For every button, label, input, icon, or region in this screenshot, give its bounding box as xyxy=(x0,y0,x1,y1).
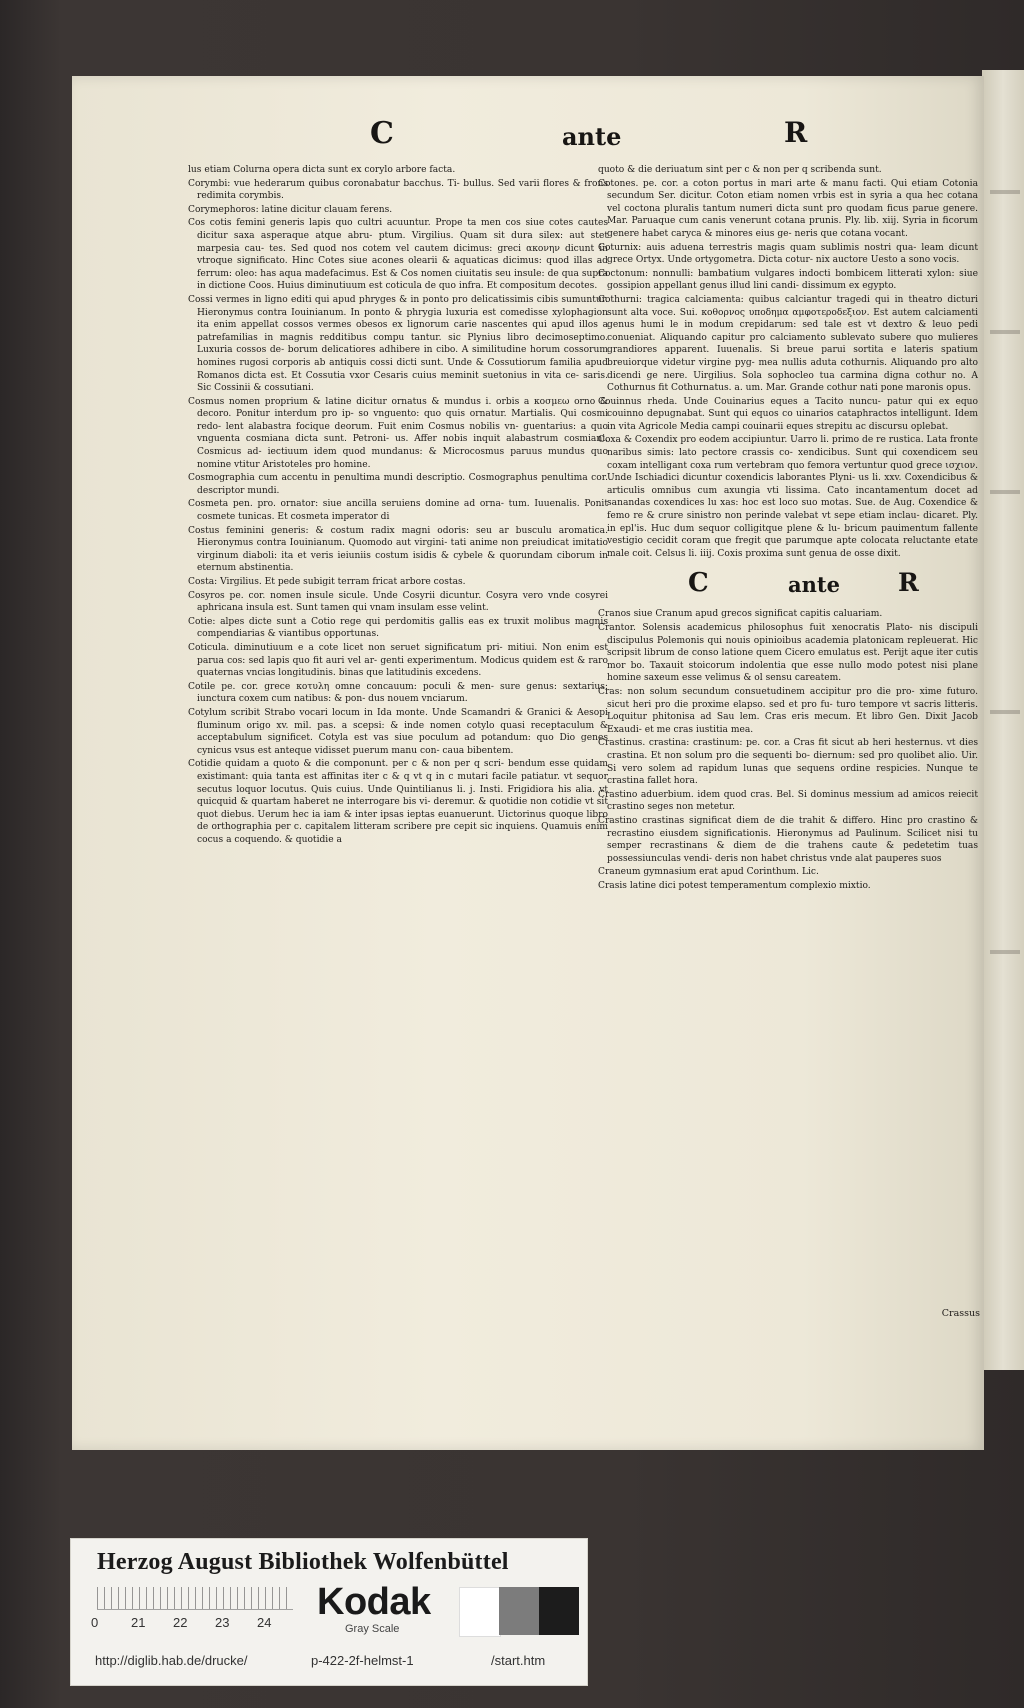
entry: Cosmeta pen. pro. ornator: siue ancilla seruiens domine ad orna- tum. Iuuenalis. Ponit cosmete tunicas. Et cosmeta imperator di xyxy=(188,499,608,523)
ruler-number: 0 xyxy=(91,1615,99,1630)
entry: Crastino crastinas significat diem de die trahit & differo. Hinc pro crastino & recrastino eiusdem significationis. Hieronymus ad Paulinum. Scilicet nisi tu semper recrastinans & diem de die trahens caute & pedetetim tuas possessiunculas vendi- deris non habet christus vnde alat pauperes suos xyxy=(598,815,978,864)
black-patch xyxy=(539,1587,579,1635)
entry: Cos cotis femini generis lapis quo cultri acuuntur. Prope ta men cos siue cotes cautes dicitur saxa asperaque atque abru- ptum. Virgilius. Quam sit dura silex: aut stet marpesia cau- tes. Sed quod nos cotem vel cautem dicimus: greci ακονην dicunt in vtroque significato. Hinc Cotes siue acones olearii & aquaticas dicimus: quod illas ad ferrum: oleo: has aqua madefacimus. Est & Cos nomen ciuitatis seu insule: de qua supra in dictione Coos. Huius diminutiuum est coticula de quo infra. Et compositum decotes. xyxy=(188,218,608,292)
entry: Couinnus rheda. Unde Couinarius eques a Tacito nuncu- patur qui ex equo couinno depugnabat. Sunt qui equos co uinarios cataphractos intelligunt. Idem in vita Agricole Media campi couinarii eques strepitu ac discursu oplebat. xyxy=(598,396,978,432)
entry: Coticula. diminutiuum e a cote licet non seruet significatum pri- mitiui. Non enim est parua cos: sed lapis quo fit auri vel ar- genti experimentum. Modicus quidem est & raro quaternas vncias longitudinis. binas que latitudinis excedens. xyxy=(188,642,608,679)
ruler-number: 24 xyxy=(257,1615,272,1630)
entry: Cosyros pe. cor. nomen insule sicule. Unde Cosyrii dicuntur. Cosyra vero vnde cosyrei aphricana insula est. Sunt tamen qui vnam insulam esse velint. xyxy=(188,590,608,614)
entry: Cras: non solum secundum consuetudinem accipitur pro die pro- xime futuro. sicut heri pro die proxime elapso. sed et pro fu- turo tempore vt sacris litteris. Loquitur phitonisa ad Sau lem. Cras eris mecum. Et libro Gen. Dixit Jacob Exaudi- et me cras iustitia mea. xyxy=(598,686,978,735)
source-url: http://diglib.hab.de/drucke/ xyxy=(95,1653,248,1668)
entry: Cranos siue Cranum apud grecos significat capitis caluariam. xyxy=(598,609,883,620)
ruler-number: 21 xyxy=(131,1615,146,1630)
entry: Costus feminini generis: & costum radix magni odoris: seu ar busculu aromatica. Hieronymus contra Iouinianum. Quomodo aut virgini- tati anime non preiudicat imitatio virginum diaboli: ita et veris ieiuniis costum isidis & cybele & quorundam ciborum in eternum abstinentia. xyxy=(188,525,608,574)
entry: quoto & die deriuatum sint per c & non per q scribenda sunt. xyxy=(598,165,882,175)
entry: Costa: Virgilius. Et pede subigit terram fricat arbore costas. xyxy=(188,577,466,587)
section-head-letter-right: R xyxy=(898,568,919,598)
bleed-line xyxy=(990,710,1020,714)
entry: Cothurni: tragica calciamenta: quibus calciantur tragedi qui in theatro dicturi sunt alta voce. Sui. κοθορνος υποδημα αμφοτεροδεξιον. Est autem calciamenti genus humi le in modum crepidarum: sed tale est vt dextro & leuo pedi conueniat. Aliquando capitur pro calciamento sublevato subere quo mulieres grandiores apparent. Iuuenalis. Si breue parui sortita e lateris spatium breuiorque videtur virgine pyg- mea nullis aduta cothurnis. Aliquando pro alto dicendi ge nere. Uirgilius. Sola sophocleo tua carmina digna cothur no. A Cothurnus fit Cothurnatus. a. um. Mar. Grande cothur nati pone maronis opus. xyxy=(598,294,978,394)
ruler-number: 22 xyxy=(173,1615,188,1630)
shelfmark: p-422-2f-helmst-1 xyxy=(311,1653,414,1668)
head-word: ante xyxy=(562,122,622,151)
catchword: Crassus xyxy=(941,1308,980,1319)
white-patch xyxy=(459,1587,501,1637)
start-path: /start.htm xyxy=(491,1653,546,1668)
entry: Cotile pe. cor. grece κοτυλη omne concauum: poculi & men- sure genus: sextarius: iunctura coxem cum natibus: & pon- dus nouem vnciarum. xyxy=(188,681,608,705)
bleed-line xyxy=(990,330,1020,334)
section-head-letter: C xyxy=(688,568,709,599)
entry: Crasis latine dici potest temperamentum complexio mixtio. xyxy=(598,880,871,891)
entry: Coxa & Coxendix pro eodem accipiuntur. Uarro li. primo de re rustica. Lata fronte naribus simis: lato pectore crassis co- xendicibus. Sunt qui coxendicem seu coxam intelligant coxa rum vertebram quo femora vertuntur quod grece ισχιον. Unde Ischiadici dicuntur coxendicis laborantes Plyni- us li. xxv. Coxendicibus & articulis omnibus cum axungia vti lissima. Cato incantamentum docet ad sanandas coxendices lu xas: hoc est loco suo motas. Sue. de Aug. Coxendice & femo re & crure sinistro non perinde valebat vt sepe etiam inclau- dicaret. Ply. in epl'is. Huc dum sequor colligitque plene & lu- bricum pauimentum fallente vestigio cecidit coram que fregit que parumque apte colocata reluctante etate male coit. Celsus li. iiij. Coxis proxima sunt genua de osse dixit. xyxy=(598,435,978,559)
book-page xyxy=(72,76,984,1450)
entry: Cotidie quidam a quoto & die componunt. per c & non per q scri- bendum esse quidam existimant: quia tanta est affinitas iter c & q vt q in c mutari facile patiatur. vt sequor secutus loquor locutus. Quis cuius. Unde Quintilianus li. j. Insti. Frigidiora his alia. vt quicquid & quartam haberet ne interrogare bis vi- deremur. & quotidie non cotidie vt sit quot diebus. Uerum hec ia iam & inter ipsas ieptas euanuerunt. Uictorinus quoque libro de orthographia per c. capitalem litteram scribere pre cepit sic inquiens. Quamuis enim cocus a coquendo. & quotidie a xyxy=(188,759,608,845)
running-head xyxy=(72,116,984,156)
color-calibration-card xyxy=(70,1538,588,1686)
entry: Cotylum scribit Strabo vocari locum in Ida monte. Unde Scamandri & Granici & Aesopi fluminum origo xv. mil. pas. a scepsi: & inde nomen cotylo quasi receptaculum & acceptabulum significet. Cotyla est vas siue poculum ad potandum: quo Dio genes cynicus vsus est anteque vidisset puerum manu con- caua bibentem. xyxy=(188,707,608,756)
entry: Coturnix: auis aduena terrestris magis quam sublimis nostri qua- leam dicunt grece Ortyx. Unde ortygometra. Dicta cotur- nix auctore Uesto a sono vocis. xyxy=(598,242,978,266)
head-letter-right: R xyxy=(784,116,808,149)
ruler-scale xyxy=(97,1587,293,1610)
head-letter: C xyxy=(370,116,394,151)
entry: lus etiam Colurna opera dicta sunt ex corylo arbore facta. xyxy=(188,165,456,175)
entry: Cosmus nomen proprium & latine dicitur ornatus & mundus i. orbis a κοσμεω orno & decoro. Ponitur interdum pro ip- so vnguento: quo quis ornatur. Martialis. Qui cosmi redo- lent alabastra focique deorum. Fuit enim Cosmus nobilis vn- guentarius: a quo vnguenta cosmiana dicta sunt. Petroni- us. Affer nobis inquit alabastrum cosmiani. Cosmicus ad- iectiuum idem quod mundanus: & Microcosmus paruus mundus quo nomine vtitur Aristoteles pro homine. xyxy=(188,396,608,470)
entry: Cotie: alpes dicte sunt a Cotio rege qui perdomitis gallis eas ex truxit molibus magnis compendiarias & viantibus opportunas. xyxy=(188,616,608,640)
section-head-word: ante xyxy=(788,572,840,598)
library-title: Herzog August Bibliothek Wolfenbüttel xyxy=(97,1549,509,1575)
entry: Crastino aduerbium. idem quod cras. Bel. Si dominus messium ad amicos reiecit crastino seges non metetur. xyxy=(598,789,978,813)
left-column xyxy=(188,164,608,1434)
entry: Corymbi: vue hederarum quibus coronabatur bacchus. Ti- bullus. Sed varii flores & frons redimita corymbis. xyxy=(188,178,608,202)
bleed-line xyxy=(990,490,1020,494)
bleed-line xyxy=(990,190,1020,194)
adjacent-page-edge xyxy=(982,70,1024,1370)
bleed-line xyxy=(990,950,1020,954)
entry: Craneum gymnasium erat apud Corinthum. Lic. xyxy=(598,867,819,878)
entry: Cossi vermes in ligno editi qui apud phryges & in ponto pro delicatissimis cibis sumuntur. Hieronymus contra Iouinianum. In ponto & phrygia luxuria est comedisse xylophagion ita enim appellat cossos vermes obesos ex lignorum carie nascentes qui apud illos a patrefamilias in magnis redditibus compu tantur. sic Plynius libro decimoseptimo. Luxuria cossos de- borum delicatiores adhibere in cibo. A similitudine horum cossorum homines rugosi corporis ab antiquis cossi dicti sunt. Unde & Cossutiorum familia apud Romanos dicta est. Et Cossutia vxor Cesaris cuius meminit suetonius in vita ce- saris. Sic Cossinii & cossutiani. xyxy=(188,294,608,394)
gray-scale-label: Gray Scale xyxy=(345,1623,400,1635)
right-column xyxy=(598,164,978,1434)
kodak-logo: Kodak xyxy=(317,1581,431,1623)
entry: Crastinus. crastina: crastinum: pe. cor. a Cras fit sicut ab heri hesternus. vt dies crastina. Et non solum pro die sequenti bo- diernum: sed pro quolibet alio. Uir. Si vero solem ad rapidum lunas que sequens ordine respicies. Nunque te crastina fallet hora. xyxy=(598,738,978,787)
ruler-number: 23 xyxy=(215,1615,230,1630)
entry: Crantor. Solensis academicus philosophus fuit xenocratis Plato- nis discipuli discipulus Polemonis qui nouis opinioibus academia platonicam repleuerat. Hic scripsit librum de conso latione quem Cicero emulatus est. Perijt aque iter cutis mor bo. Taxauit stoicorum indolentia que esse nullo modo potest nisi plane homine saxeum esse velimus & ol sensu careatem. xyxy=(598,623,978,684)
entry: Corymephoros: latine dicitur clauam ferens. xyxy=(188,204,393,215)
section-head xyxy=(598,568,978,604)
entry: Cosmographia cum accentu in penultima mundi descriptio. Cosmographus penultima cor. descriptor mundi. xyxy=(188,473,608,496)
gray-patch xyxy=(499,1587,539,1635)
entry: Cotones. pe. cor. a coton portus in mari arte & manu facti. Qui etiam Cotonia secundum Ser. dicitur. Coton etiam nomen vrbis est in syria a qua hec cotana vel coctona pluralis tantum numeri dicta sunt pro quodam ficus parue genere. Mar. Paruaque cum canis venerunt cotana prunis. Ply. lib. xiij. Syria in ficorum genere habet caryca & minores eius ge- neris que cotana vocant. xyxy=(598,178,978,239)
entry: Coctonum: nonnulli: bambatium vulgares indocti bombicem litterati xylon: siue gossipion appellant genus illud lini candi- dissimum ex egypto. xyxy=(598,268,978,292)
